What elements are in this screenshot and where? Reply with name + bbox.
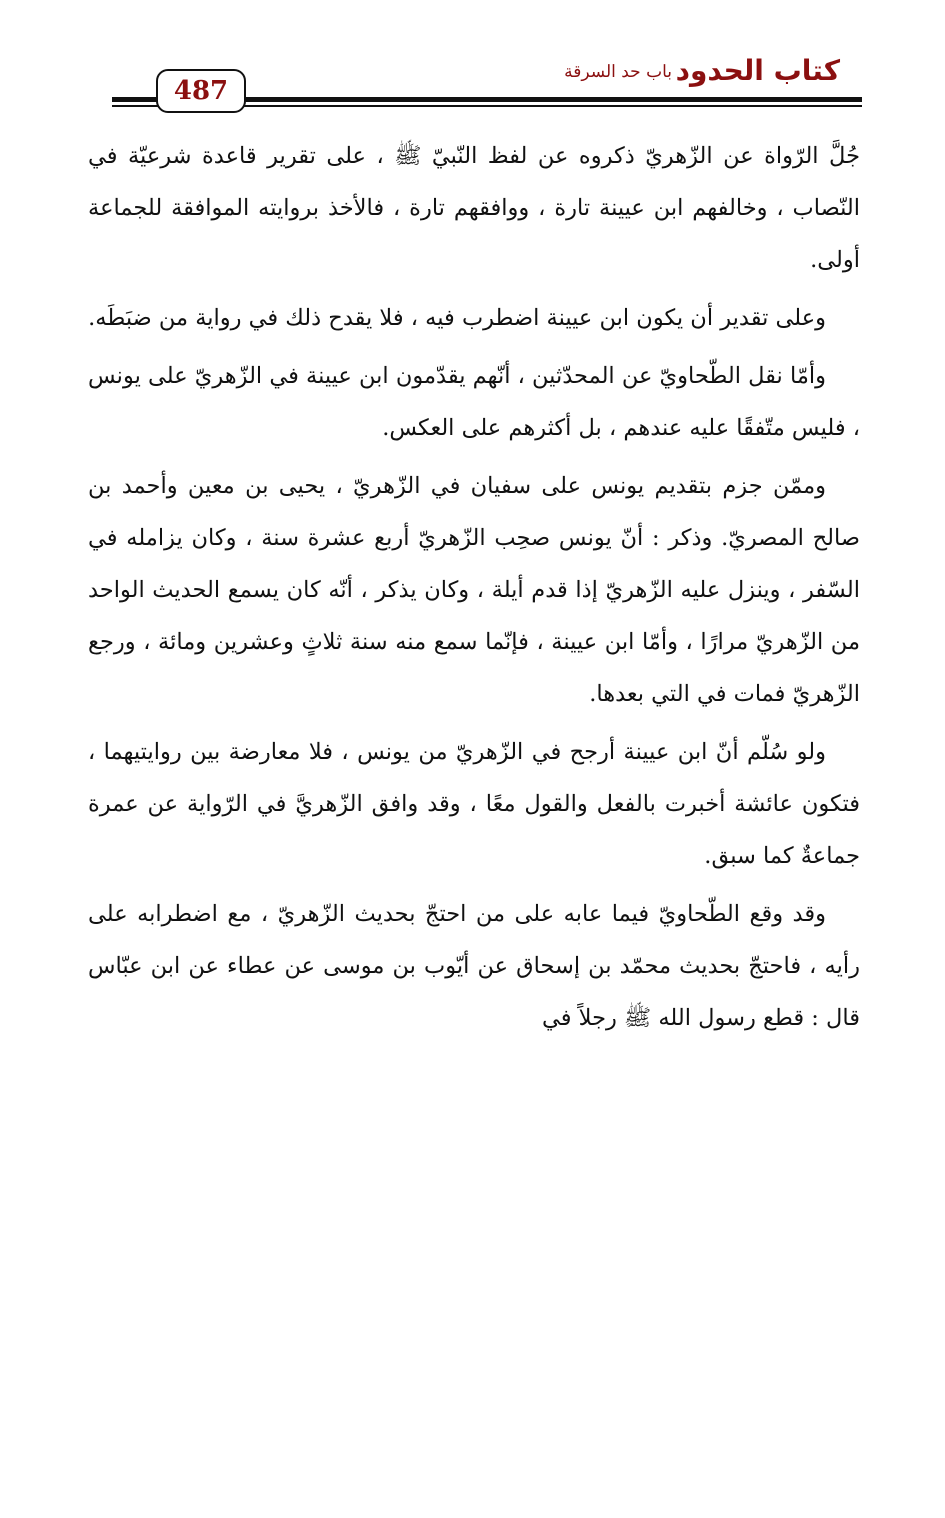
- paragraph-5: ولو سُلّم أنّ ابن عيينة أرجح في الزّهريّ من يونس ، فلا معارضة بين روايتيهما ، فتكون عائشة أخبرت بالفعل والقول معًا ، وقد وافق الزّهريَّ في الرّواية عن عمرة جماعةٌ كما سبق.: [88, 739, 860, 869]
- paragraph-4: وممّن جزم بتقديم يونس على سفيان في الزّهريّ ، يحيى بن معين وأحمد بن صالح المصريّ. وذكر : أنّ يونس صحِب الزّهريّ أربع عشرة سنة ، وكان يزامله في السّفر ، وينزل عليه الزّهريّ إذا قدم أيلة ، وكان يذكر ، أنّه كان يسمع الحديث الواحد من الزّهريّ مرارًا ، وأمّا ابن عيينة ، فإنّما سمع منه سنة ثلاثٍ وعشرين ومائة ، ورجع الزّهريّ فمات في التي بعدها.: [88, 473, 860, 707]
- paragraph-3: وأمّا نقل الطّحاويّ عن المحدّثين ، أنّهم يقدّمون ابن عيينة في الزّهريّ على يونس ، فليس متّفقًا عليه عندهم ، بل أكثرهم على العكس.: [88, 363, 860, 441]
- page-header: [112, 52, 862, 112]
- book-title: كتاب الحدود: [675, 54, 840, 87]
- paragraph-6: وقد وقع الطّحاويّ فيما عابه على من احتجّ بحديث الزّهريّ ، مع اضطرابه على رأيه ، فاحتجّ بحديث محمّد بن إسحاق عن أيّوب بن موسى عن عطاء عن ابن عبّاس قال : قطع رسول الله ﷺ رجلاً في: [88, 901, 860, 1031]
- page-number-badge: [156, 69, 246, 113]
- page-number: 487: [173, 76, 229, 106]
- page-body: [88, 130, 860, 1050]
- chapter-title: باب حد السرقة: [564, 62, 672, 82]
- paragraph-2: وعلى تقدير أن يكون ابن عيينة اضطرب فيه ، فلا يقدح ذلك في رواية من ضبَطَه.: [88, 305, 826, 331]
- paragraph-1: جُلَّ الرّواة عن الزّهريّ ذكروه عن لفظ النّبيّ ﷺ ، على تقرير قاعدة شرعيّة في النّصاب ، وخالفهم ابن عيينة تارة ، ووافقهم تارة ، فالأخذ بروايته الموافقة للجماعة أولى.: [88, 143, 860, 273]
